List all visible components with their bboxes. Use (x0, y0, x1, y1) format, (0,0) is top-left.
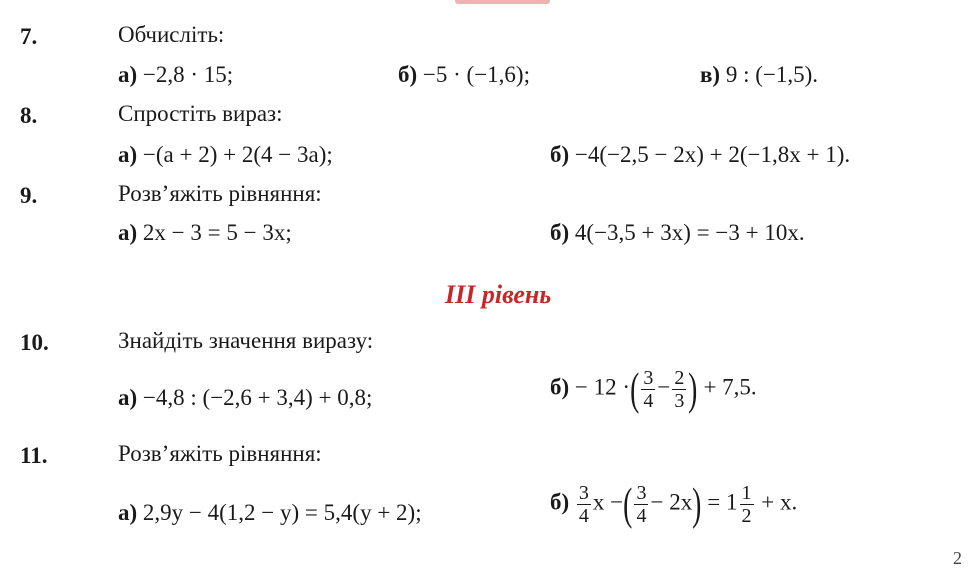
problem-11-title: Розв’яжіть рівняння: (118, 441, 322, 466)
fraction-denominator: 4 (636, 504, 647, 527)
problem-9-title: Розв’яжіть рівняння: (118, 181, 322, 206)
fraction (641, 368, 655, 411)
problem-8a (118, 142, 333, 168)
problem-11-number: 11. (20, 443, 48, 468)
item-label: б) (550, 374, 570, 400)
expr-suffix: + 7,5. (703, 374, 757, 400)
fraction (672, 368, 686, 411)
expr-equals: = 1 (707, 489, 738, 515)
item-label: а) (118, 385, 138, 410)
fraction (577, 483, 591, 526)
fraction-denominator: 3 (674, 389, 685, 412)
fraction-numerator: 2 (674, 366, 685, 389)
problem-9-number: 9. (20, 183, 38, 208)
item-label: б) (398, 62, 418, 87)
top-red-mark (455, 0, 550, 4)
problem-7-title: Обчисліть: (118, 22, 225, 47)
fraction-numerator: 3 (578, 481, 589, 504)
page-number-fragment: 2 (953, 548, 962, 568)
level-heading: III рівень (445, 280, 552, 309)
fraction-denominator: 2 (741, 504, 752, 527)
left-paren: ( (630, 363, 640, 414)
item-label: б) (550, 142, 570, 167)
problem-10-number: 10. (20, 330, 49, 355)
fraction-numerator: 3 (636, 481, 647, 504)
right-paren: ) (692, 478, 702, 529)
problem-10a (118, 385, 372, 411)
item-label: а) (118, 62, 138, 87)
item-label: б) (550, 489, 570, 515)
problem-11b (550, 478, 798, 529)
fraction (634, 483, 648, 526)
item-expression: 9 : (−1,5). (725, 62, 819, 87)
item-expression: −5 · (−1,6); (422, 62, 530, 87)
problem-10-title: Знайдіть значення виразу: (118, 328, 374, 353)
problem-8-title: Спростіть вираз: (118, 101, 283, 126)
fraction (740, 483, 754, 526)
item-label: а) (118, 500, 138, 525)
item-expression: −2,8 · 15; (142, 62, 234, 87)
problem-7b (398, 62, 530, 88)
fraction-denominator: 4 (578, 504, 589, 527)
item-expression: 4(−3,5 + 3x) = −3 + 10x. (574, 220, 805, 245)
item-expression: −4(−2,5 − 2x) + 2(−1,8x + 1). (574, 142, 851, 167)
expr-middle: x − (592, 489, 624, 515)
fraction-numerator: 1 (741, 481, 752, 504)
minus-sign: − (657, 374, 671, 400)
problem-7c (700, 62, 818, 88)
item-expression: 2,9y − 4(1,2 − y) = 5,4(y + 2); (142, 500, 422, 525)
item-label: б) (550, 220, 570, 245)
item-label: в) (700, 62, 721, 87)
problem-9a (118, 220, 292, 246)
problem-9b (550, 220, 805, 246)
right-paren: ) (688, 363, 698, 414)
problem-10b (550, 363, 757, 414)
problem-7-number: 7. (20, 24, 38, 49)
item-expression: −(a + 2) + 2(4 − 3a); (142, 142, 333, 167)
expr-prefix: − 12 · (574, 374, 631, 400)
problem-11a (118, 500, 422, 526)
expr-suffix: + x. (761, 489, 798, 515)
item-expression: 2x − 3 = 5 − 3x; (142, 220, 292, 245)
item-label: а) (118, 220, 138, 245)
problem-8-number: 8. (20, 103, 38, 128)
problem-7a (118, 62, 233, 88)
left-paren: ( (623, 478, 633, 529)
problem-8b (550, 142, 850, 168)
item-expression: −4,8 : (−2,6 + 3,4) + 0,8; (142, 385, 373, 410)
item-label: а) (118, 142, 138, 167)
fraction-numerator: 3 (643, 366, 654, 389)
expr-inner: − 2x (650, 489, 693, 515)
fraction-denominator: 4 (643, 389, 654, 412)
